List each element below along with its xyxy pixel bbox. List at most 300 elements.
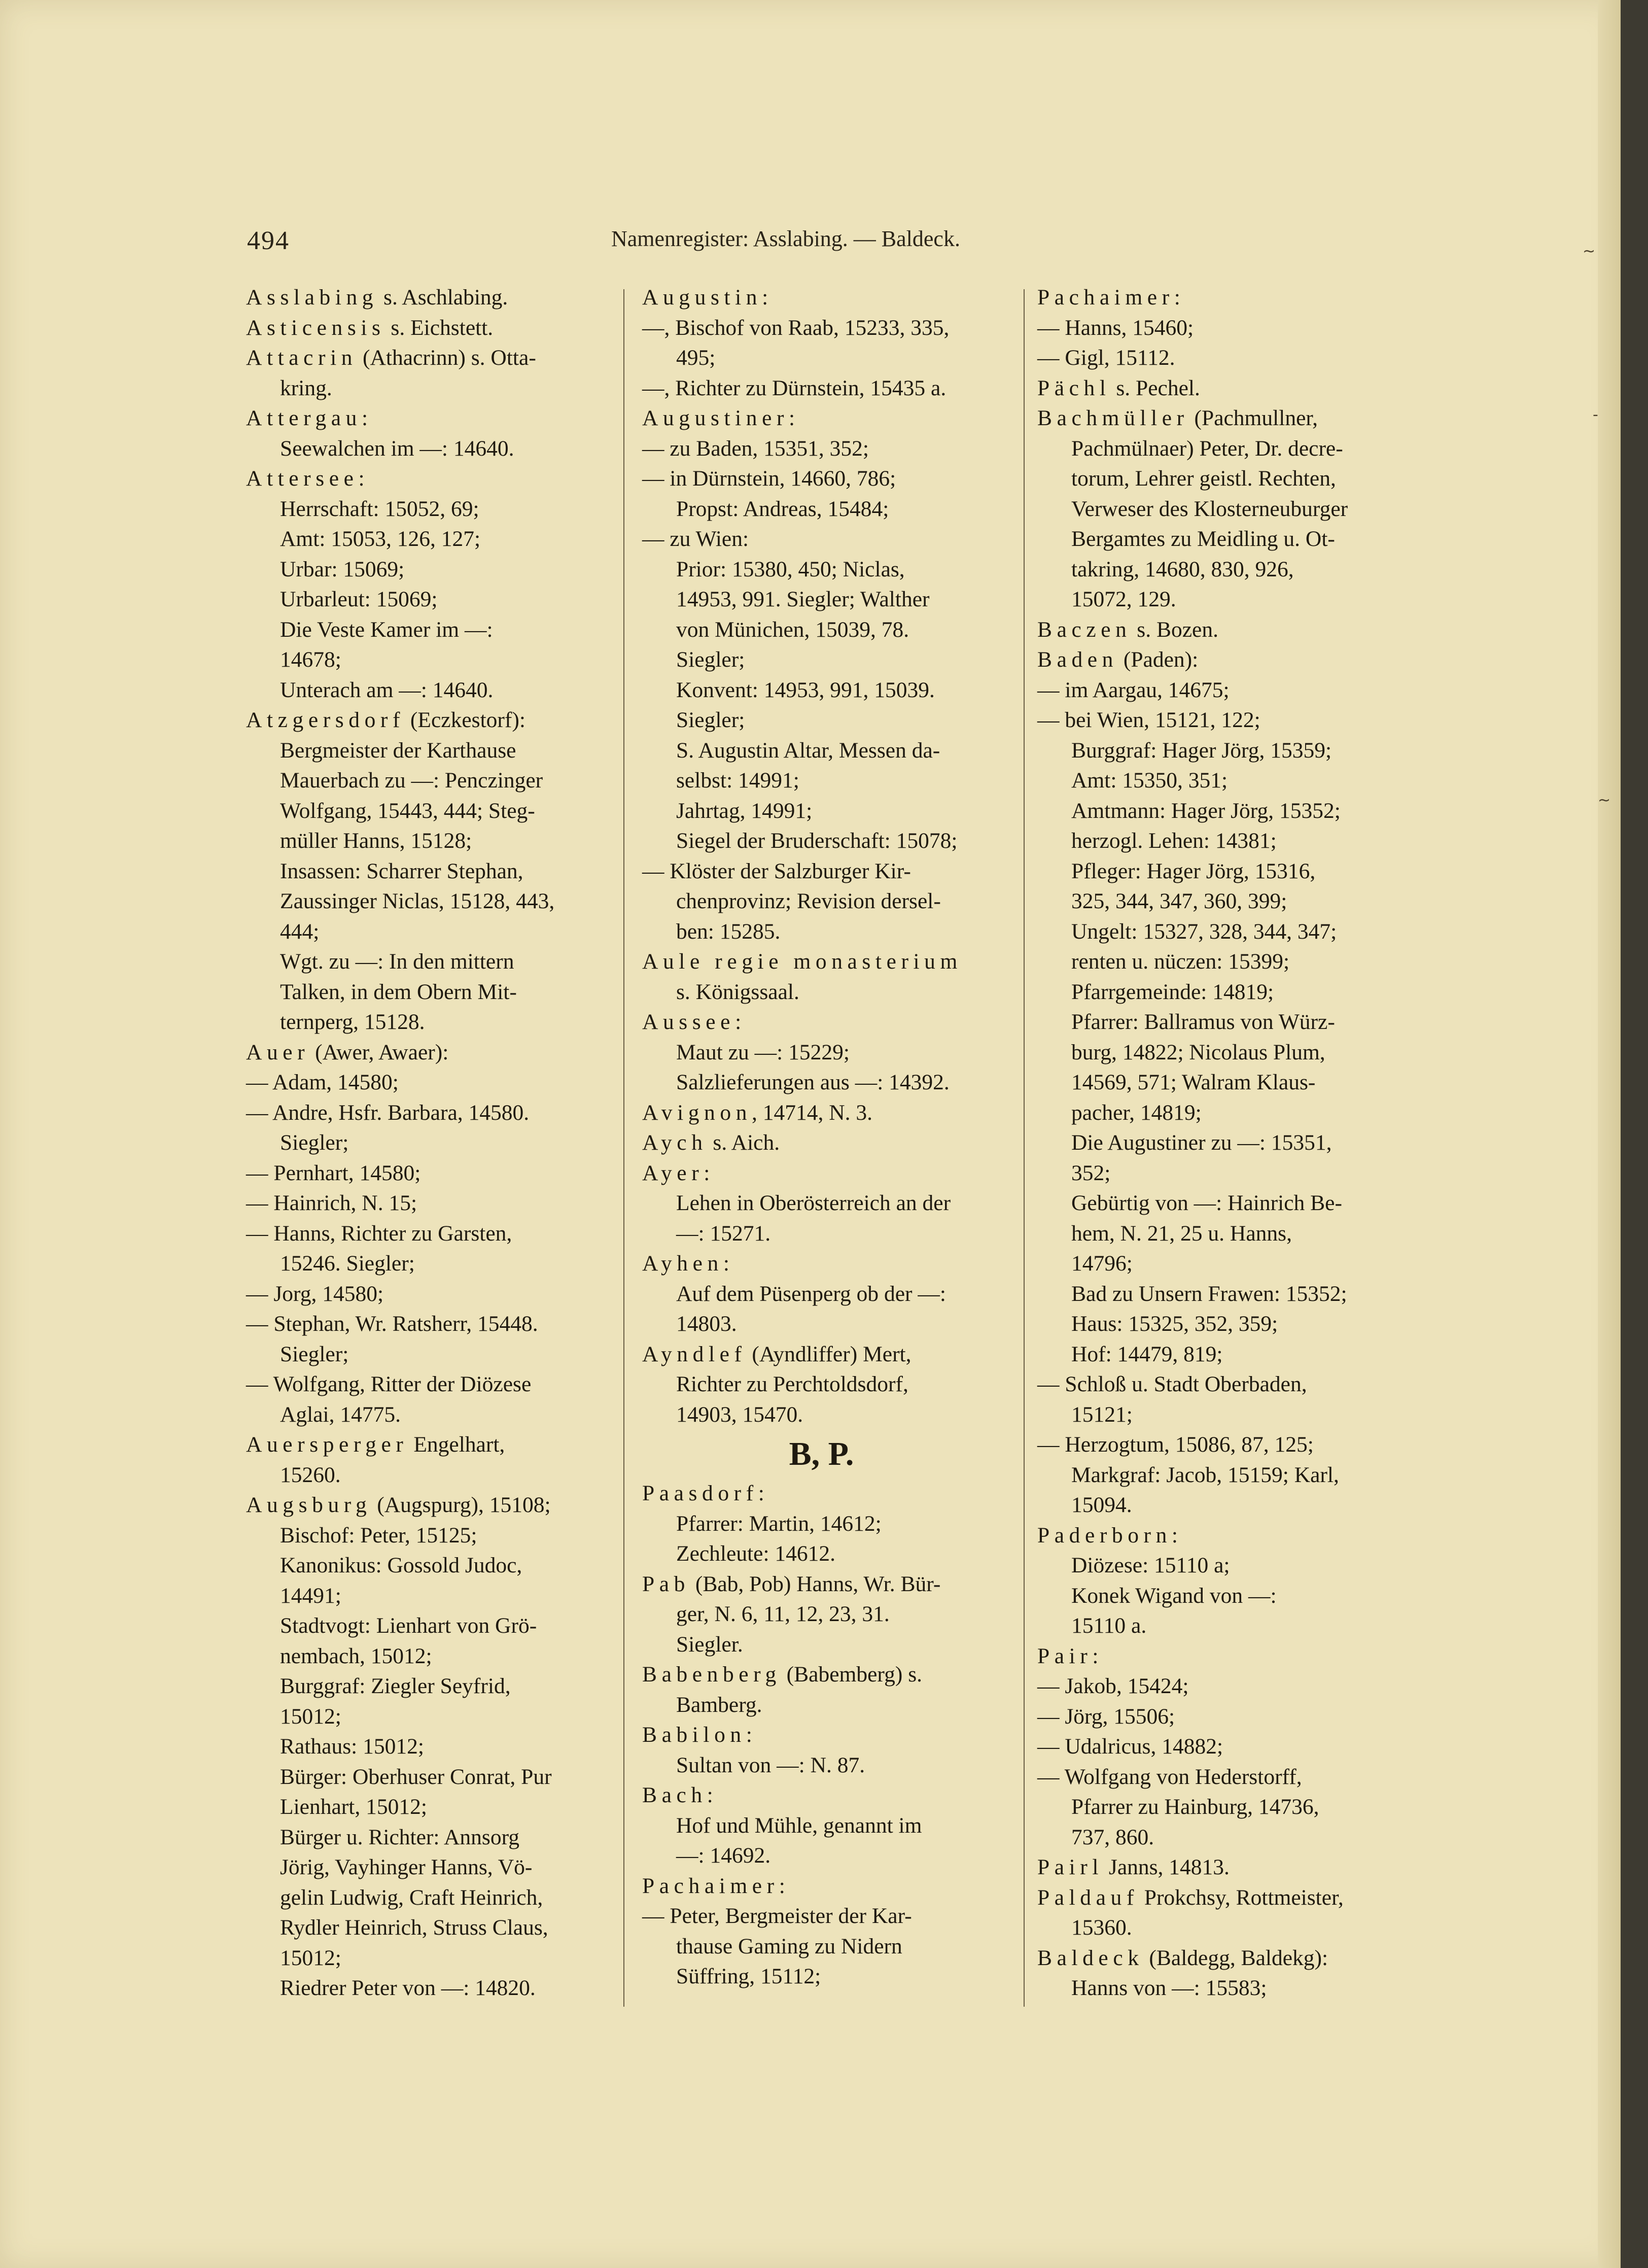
- index-line: [246, 494, 609, 525]
- index-headword: Ayndlef: [642, 1342, 747, 1366]
- index-text: — Hainrich, N. 15;: [246, 1191, 417, 1215]
- index-headword: Paasdorf: [642, 1481, 758, 1505]
- index-text: —, Richter zu Dürnstein, 15435 a.: [642, 375, 946, 400]
- index-text: Siegler;: [280, 1130, 349, 1155]
- index-line: [642, 736, 1001, 766]
- index-line: [246, 1671, 609, 1702]
- index-line: [1037, 675, 1400, 706]
- index-text: S. Augustin Altar, Messen da-: [676, 738, 940, 763]
- index-line: [246, 403, 609, 434]
- index-text: :: [707, 1783, 713, 1807]
- index-line: [1037, 343, 1400, 373]
- index-text: Unterach am —: 14640.: [280, 677, 494, 702]
- index-line: [246, 1158, 609, 1189]
- index-line: [246, 796, 609, 827]
- index-line: [642, 1509, 1001, 1539]
- index-headword: Babilon: [642, 1723, 746, 1747]
- index-line: [642, 796, 1001, 827]
- index-line: [1037, 1943, 1400, 1974]
- index-text: 495;: [676, 346, 716, 370]
- index-line: [246, 1702, 609, 1732]
- index-text: Urbar: 15069;: [280, 557, 405, 581]
- index-line: [1037, 1279, 1400, 1310]
- index-line: [246, 1883, 609, 1913]
- margin-mark: -: [1593, 406, 1598, 424]
- index-headword: Auer: [246, 1040, 310, 1064]
- index-line: [642, 1630, 1001, 1660]
- index-text: Diözese: 15110 a;: [1071, 1553, 1230, 1577]
- index-text: Engelhart,: [408, 1432, 505, 1457]
- index-line: [642, 615, 1001, 645]
- index-line: [1037, 917, 1400, 947]
- index-text: Herrschaft: 15052, 69;: [280, 496, 479, 521]
- index-text: —: 14692.: [676, 1843, 771, 1868]
- index-text: :: [361, 406, 368, 430]
- index-text: 444;: [280, 919, 320, 944]
- index-text: Seewalchen im —: 14640.: [280, 436, 514, 461]
- index-line: [246, 1339, 609, 1370]
- index-line: [642, 1188, 1001, 1219]
- index-text: — Peter, Bergmeister der Kar-: [642, 1904, 912, 1928]
- index-text: Amt: 15350, 351;: [1071, 768, 1228, 793]
- index-text: selbst: 14991;: [676, 768, 799, 793]
- index-line: [1037, 555, 1400, 585]
- index-text: Jörig, Vayhinger Hanns, Vö-: [280, 1855, 533, 1879]
- index-line: [642, 1599, 1001, 1630]
- index-line: [246, 1188, 609, 1219]
- index-line: [642, 1158, 1001, 1189]
- index-text: Jahrtag, 14991;: [676, 798, 813, 823]
- index-text: Siegler;: [676, 647, 745, 672]
- index-line: [1037, 1158, 1400, 1189]
- index-text: gelin Ludwig, Craft Heinrich,: [280, 1885, 543, 1910]
- index-text: (Eczkestorf):: [405, 708, 525, 732]
- index-line: [246, 1490, 609, 1521]
- index-line: [1037, 736, 1400, 766]
- index-headword: Baczen: [1037, 617, 1132, 642]
- index-line: [642, 1279, 1001, 1310]
- index-text: Hof und Mühle, genannt im: [676, 1813, 922, 1838]
- index-text: Hanns von —: 15583;: [1071, 1976, 1267, 2000]
- index-line: [246, 1038, 609, 1068]
- index-line: [246, 1369, 609, 1400]
- index-text: Bad zu Unsern Frawen: 15352;: [1071, 1281, 1347, 1306]
- index-line: [246, 343, 609, 373]
- index-line: [246, 1460, 609, 1491]
- index-text: Pfarrer: Ballramus von Würz-: [1071, 1010, 1335, 1034]
- index-headword: Atzgersdorf: [246, 708, 405, 732]
- index-text: — Hanns, 15460;: [1037, 315, 1194, 340]
- index-text: Pfarrer zu Hainburg, 14736,: [1071, 1795, 1319, 1819]
- index-line: [246, 917, 609, 947]
- column-divider: [1024, 289, 1025, 2007]
- index-line: [642, 1841, 1001, 1871]
- index-text: Auf dem Püsenperg ob der —:: [676, 1281, 946, 1306]
- index-headword: Ayhen: [642, 1251, 723, 1276]
- index-line: [246, 373, 609, 404]
- index-line: [246, 1128, 609, 1158]
- index-text: Bürger u. Richter: Annsorg: [280, 1825, 520, 1849]
- index-line: [642, 1479, 1001, 1509]
- index-text: :: [758, 1481, 764, 1505]
- index-line: [642, 524, 1001, 555]
- section-heading: [642, 1430, 1001, 1479]
- index-line: [1037, 796, 1400, 827]
- index-line: [246, 1913, 609, 1943]
- index-text: (Bab, Pob) Hanns, Wr. Bür-: [689, 1571, 941, 1596]
- index-headword: Ayer: [642, 1160, 704, 1185]
- index-text: —: 15271.: [676, 1221, 771, 1246]
- index-line: [246, 1551, 609, 1581]
- index-text: Janns, 14813.: [1103, 1855, 1230, 1879]
- index-text: — Adam, 14580;: [246, 1070, 399, 1094]
- index-line: [246, 615, 609, 645]
- index-line: [642, 947, 1001, 977]
- margin-mark: ~: [1583, 243, 1596, 260]
- running-title: Namenregister: Asslabing. — Baldeck.: [611, 226, 960, 251]
- index-line: [1037, 464, 1400, 494]
- index-text: — zu Wien:: [642, 527, 749, 551]
- index-line: [642, 1871, 1001, 1902]
- index-line: [1037, 585, 1400, 615]
- index-text: Siegler;: [676, 708, 745, 732]
- index-line: [1037, 1219, 1400, 1249]
- index-text: Lienhart, 15012;: [280, 1795, 427, 1819]
- index-line: [642, 886, 1001, 917]
- index-text: Siegler;: [280, 1342, 349, 1366]
- index-line: [642, 1369, 1001, 1400]
- index-headword: Attacrin: [246, 346, 358, 370]
- index-line: [1037, 1128, 1400, 1158]
- index-text: — Andre, Hsfr. Barbara, 14580.: [246, 1100, 530, 1125]
- index-text: Pfarrer: Martin, 14612;: [676, 1511, 882, 1536]
- index-text: Insassen: Scharrer Stephan,: [280, 858, 523, 883]
- index-line: [1037, 1188, 1400, 1219]
- index-text: Hof: 14479, 819;: [1071, 1342, 1223, 1366]
- index-text: s. Aich.: [707, 1130, 780, 1155]
- index-line: [1037, 766, 1400, 796]
- index-text: Propst: Andreas, 15484;: [676, 496, 889, 521]
- index-line: [1037, 705, 1400, 736]
- index-line: [642, 766, 1001, 796]
- index-headword: Paderborn: [1037, 1523, 1172, 1548]
- index-text: — zu Baden, 15351, 352;: [642, 436, 869, 461]
- index-text: 14569, 571; Walram Klaus-: [1071, 1070, 1316, 1094]
- index-text: Bergamtes zu Meidling u. Ot-: [1071, 527, 1335, 551]
- index-line: [1037, 373, 1400, 404]
- index-line: [642, 585, 1001, 615]
- index-line: [642, 403, 1001, 434]
- index-line: [246, 524, 609, 555]
- index-headword: Aussee: [642, 1010, 735, 1034]
- index-text: 15094.: [1071, 1493, 1132, 1517]
- index-text: 15246. Siegler;: [280, 1251, 415, 1276]
- index-line: [1037, 947, 1400, 977]
- index-line: [1037, 1430, 1400, 1460]
- index-text: Kanonikus: Gossold Judoc,: [280, 1553, 522, 1577]
- index-text: burg, 14822; Nicolaus Plum,: [1071, 1040, 1325, 1064]
- index-headword: Babenberg: [642, 1662, 781, 1687]
- index-line: [1037, 1823, 1400, 1853]
- index-text: , 14714, N. 3.: [752, 1100, 873, 1125]
- index-line: [1037, 1973, 1400, 2004]
- index-text: — Udalricus, 14882;: [1037, 1734, 1223, 1759]
- index-text: 15121;: [1071, 1402, 1133, 1427]
- index-text: — bei Wien, 15121, 122;: [1037, 708, 1260, 732]
- index-text: s. Bozen.: [1131, 617, 1218, 642]
- page-header: [0, 226, 1621, 261]
- index-text: :: [358, 466, 365, 491]
- index-text: (Paden):: [1117, 647, 1199, 672]
- index-text: s. Eichstett.: [385, 315, 494, 340]
- index-line: [1037, 1792, 1400, 1823]
- index-column-2: [642, 283, 1001, 1992]
- index-text: Verweser des Klosterneuburger: [1071, 496, 1348, 521]
- index-text: Riedrer Peter von —: 14820.: [280, 1976, 536, 2000]
- index-line: [246, 1762, 609, 1793]
- index-line: [642, 434, 1001, 464]
- index-line: [246, 826, 609, 856]
- index-text: Markgraf: Jacob, 15159; Karl,: [1071, 1462, 1339, 1487]
- index-text: Pfleger: Hager Jörg, 15316,: [1071, 858, 1316, 883]
- index-text: Rydler Heinrich, Struss Claus,: [280, 1915, 548, 1940]
- column-divider: [623, 289, 624, 2007]
- index-text: s. Königssaal.: [676, 979, 799, 1004]
- index-text: (Baldegg, Baldekg):: [1143, 1945, 1328, 1970]
- index-text: Wgt. zu —: In den mittern: [280, 949, 514, 974]
- index-line: [642, 494, 1001, 525]
- index-text: renten u. nüczen: 15399;: [1071, 949, 1290, 974]
- index-text: von Münichen, 15039, 78.: [676, 617, 909, 642]
- index-line: [246, 1521, 609, 1551]
- index-line: [1037, 403, 1400, 434]
- index-text: Lehen in Oberösterreich an der: [676, 1191, 951, 1215]
- index-line: [642, 1068, 1001, 1098]
- index-line: [1037, 1551, 1400, 1581]
- index-line: [1037, 1460, 1400, 1491]
- index-text: :: [1092, 1643, 1099, 1668]
- index-line: [246, 585, 609, 615]
- index-text: Sultan von —: N. 87.: [676, 1752, 865, 1777]
- index-text: Siegler.: [676, 1632, 743, 1657]
- index-text: (Athacrinn) s. Otta-: [357, 346, 536, 370]
- index-text: — Herzogtum, 15086, 87, 125;: [1037, 1432, 1314, 1457]
- index-line: [642, 1339, 1001, 1370]
- index-text: :: [789, 406, 795, 430]
- index-text: Prokchsy, Rottmeister,: [1138, 1885, 1344, 1910]
- index-text: 352;: [1071, 1160, 1111, 1185]
- index-text: :: [1171, 1523, 1178, 1548]
- index-text: Maut zu —: 15229;: [676, 1040, 850, 1064]
- index-text: 14678;: [280, 647, 341, 672]
- index-headword: Paldauf: [1037, 1885, 1139, 1910]
- index-text: :: [735, 1010, 742, 1034]
- index-line: [246, 1611, 609, 1641]
- index-text: :: [1174, 285, 1180, 310]
- index-line: [1037, 1702, 1400, 1732]
- index-line: [642, 1750, 1001, 1781]
- index-line: [642, 1309, 1001, 1339]
- index-line: [246, 434, 609, 464]
- index-line: [246, 886, 609, 917]
- index-line: [642, 645, 1001, 675]
- index-text: nembach, 15012;: [280, 1643, 432, 1668]
- index-text: Siegel der Bruderschaft: 15078;: [676, 829, 958, 853]
- index-text: —, Bischof von Raab, 15233, 335,: [642, 315, 950, 340]
- index-text: Die Veste Kamer im —:: [280, 617, 493, 642]
- index-text: müller Hanns, 15128;: [280, 829, 472, 853]
- index-text: (Awer, Awaer):: [309, 1040, 449, 1064]
- index-headword: Aych: [642, 1130, 708, 1155]
- index-text: 325, 344, 347, 360, 399;: [1071, 889, 1287, 913]
- index-line: [1037, 826, 1400, 856]
- index-line: [642, 1901, 1001, 1932]
- index-text: — Wolfgang von Hederstorff,: [1037, 1764, 1302, 1789]
- index-line: [246, 464, 609, 494]
- index-headword: Baldeck: [1037, 1945, 1144, 1970]
- index-headword: Bach: [642, 1783, 707, 1807]
- index-line: [246, 1249, 609, 1279]
- index-text: :: [762, 285, 768, 310]
- index-line: [246, 1852, 609, 1883]
- index-text: Rathaus: 15012;: [280, 1734, 424, 1759]
- index-line: [246, 1068, 609, 1098]
- index-line: [642, 343, 1001, 373]
- index-line: [642, 1811, 1001, 1841]
- index-text: — Gigl, 15112.: [1037, 346, 1175, 370]
- index-line: [642, 313, 1001, 343]
- index-text: 15260.: [280, 1462, 341, 1487]
- index-text: kring.: [280, 375, 332, 400]
- index-line: [246, 1792, 609, 1823]
- index-text: Bischof: Peter, 15125;: [280, 1523, 477, 1548]
- index-text: Konek Wigand von —:: [1071, 1583, 1277, 1608]
- index-text: — Schloß u. Stadt Oberbaden,: [1037, 1372, 1307, 1396]
- index-text: 14903, 15470.: [676, 1402, 803, 1427]
- index-text: Amt: 15053, 126, 127;: [280, 527, 481, 551]
- index-line: [1037, 1732, 1400, 1762]
- index-line: [642, 1932, 1001, 1962]
- index-line: [642, 1569, 1001, 1600]
- index-text: Amtmann: Hager Jörg, 15352;: [1071, 798, 1341, 823]
- index-text: 15110 a.: [1071, 1613, 1147, 1638]
- index-text: Burggraf: Hager Jörg, 15359;: [1071, 738, 1332, 763]
- index-line: [1037, 1762, 1400, 1793]
- index-headword: Pächl: [1037, 375, 1111, 400]
- index-line: [246, 1279, 609, 1310]
- index-text: Süffring, 15112;: [676, 1964, 821, 1988]
- index-text: Konvent: 14953, 991, 15039.: [676, 677, 935, 702]
- index-line: [1037, 615, 1400, 645]
- index-text: 15360.: [1071, 1915, 1132, 1940]
- index-headword: Avignon: [642, 1100, 752, 1125]
- index-text: Haus: 15325, 352, 359;: [1071, 1312, 1278, 1336]
- index-line: [246, 1098, 609, 1128]
- index-text: torum, Lehrer geistl. Rechten,: [1071, 466, 1336, 491]
- index-line: [642, 826, 1001, 856]
- index-line: [1037, 1309, 1400, 1339]
- index-headword: Pachaimer: [642, 1873, 779, 1898]
- index-line: [1037, 1369, 1400, 1400]
- index-text: 14796;: [1071, 1251, 1133, 1276]
- index-line: [246, 856, 609, 887]
- index-text: Ungelt: 15327, 328, 344, 347;: [1071, 919, 1337, 944]
- index-headword: Asticensis: [246, 315, 385, 340]
- index-line: [642, 1660, 1001, 1690]
- index-line: [642, 464, 1001, 494]
- index-headword: Pab: [642, 1571, 690, 1596]
- index-text: Talken, in dem Obern Mit-: [280, 979, 517, 1004]
- index-text: (Ayndliffer) Mert,: [746, 1342, 911, 1366]
- index-text: 14491;: [280, 1583, 341, 1608]
- index-line: [1037, 1490, 1400, 1521]
- index-line: [642, 917, 1001, 947]
- index-line: [642, 675, 1001, 706]
- index-line: [1037, 1883, 1400, 1913]
- index-line: [1037, 1521, 1400, 1551]
- index-line: [246, 675, 609, 706]
- index-text: Pachmülnaer) Peter, Dr. decre-: [1071, 436, 1343, 461]
- index-line: [1037, 313, 1400, 343]
- index-line: [1037, 1068, 1400, 1098]
- index-line: [246, 645, 609, 675]
- index-text: — Hanns, Richter zu Garsten,: [246, 1221, 512, 1246]
- index-text: :: [723, 1251, 729, 1276]
- index-text: herzogl. Lehen: 14381;: [1071, 829, 1277, 853]
- index-text: — Stephan, Wr. Ratsherr, 15448.: [246, 1312, 538, 1336]
- index-text: pacher, 14819;: [1071, 1100, 1202, 1125]
- index-text: Bergmeister der Karthause: [280, 738, 516, 763]
- index-line: [642, 1962, 1001, 1992]
- index-line: [642, 1780, 1001, 1811]
- index-line: [246, 313, 609, 343]
- index-headword: Pairl: [1037, 1855, 1104, 1879]
- index-text: Aglai, 14775.: [280, 1402, 401, 1427]
- index-headword: Augsburg: [246, 1493, 372, 1517]
- index-line: [642, 1539, 1001, 1569]
- index-text: B, P.: [789, 1435, 854, 1472]
- index-line: [1037, 1611, 1400, 1641]
- index-headword: Asslabing: [246, 285, 378, 310]
- index-line: [246, 766, 609, 796]
- index-text: Zechleute: 14612.: [676, 1541, 836, 1566]
- index-text: :: [779, 1873, 785, 1898]
- index-line: [642, 1690, 1001, 1721]
- index-line: [1037, 1007, 1400, 1038]
- margin-mark: ~: [1598, 792, 1611, 809]
- index-text: ger, N. 6, 11, 12, 23, 31.: [676, 1602, 890, 1626]
- index-text: — Wolfgang, Ritter der Diözese: [246, 1372, 532, 1396]
- index-line: [1037, 494, 1400, 525]
- index-line: [642, 1249, 1001, 1279]
- index-headword: Attersee: [246, 466, 359, 491]
- index-line: [246, 705, 609, 736]
- index-text: Zaussinger Niclas, 15128, 443,: [280, 889, 555, 913]
- index-text: :: [746, 1723, 752, 1747]
- index-column-3: [1037, 283, 1400, 2004]
- index-line: [1037, 1400, 1400, 1430]
- index-line: [642, 1038, 1001, 1068]
- index-line: [246, 1823, 609, 1853]
- index-line: [246, 1430, 609, 1460]
- index-line: [246, 283, 609, 313]
- index-headword: Attergau: [246, 406, 362, 430]
- index-text: 15012;: [280, 1945, 341, 1970]
- index-headword: Augustin: [642, 285, 762, 310]
- index-headword: Aule regie monasterium: [642, 949, 962, 974]
- index-text: Bamberg.: [676, 1692, 762, 1717]
- index-line: [1037, 1641, 1400, 1672]
